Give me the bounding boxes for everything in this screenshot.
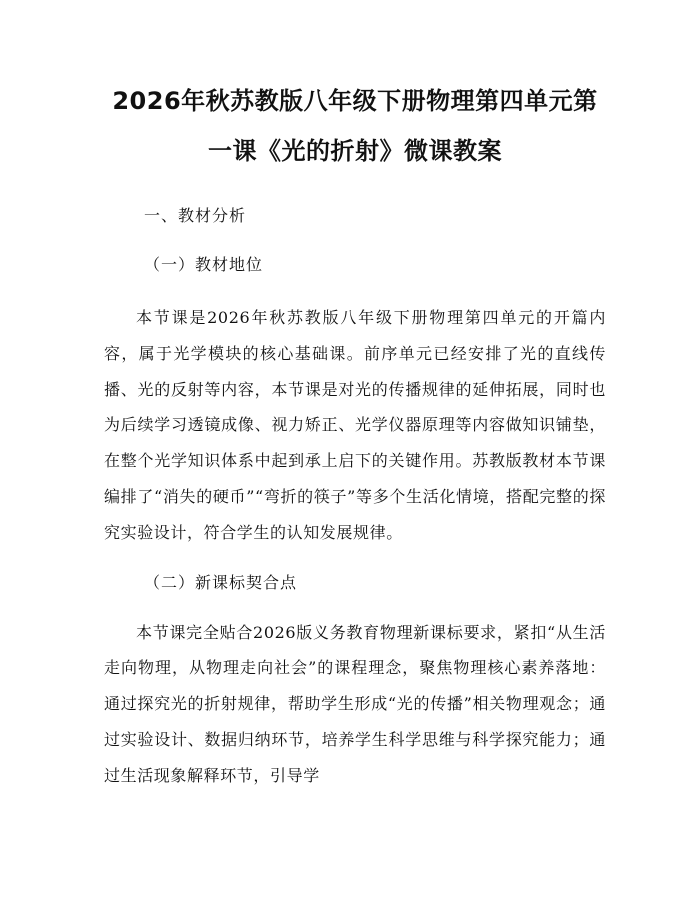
subsection-heading-curriculum-fit: （二）新课标契合点 <box>144 572 298 592</box>
title-line-2: 一课《光的折射》微课教案 <box>208 137 502 165</box>
paragraph-textbook-position: 本节课是2026年秋苏教版八年级下册物理第四单元的开篇内容，属于光学模块的核心基础课。前序单元已经安排了光的直线传播、光的反射等内容，本节课是对光的传播规律的延伸拓展，同时也为后续学习透镜成像、视力矫正、光学仪器原理等内容做知识铺垫，在整个光学知识体系中起到承上启下的关键作用。苏教版教材本节课编排了“消失的硬币”“弯折的筷子”等多个生活化情境，搭配完整的探究实验设计，符合学生的认知发展规律。 <box>104 308 606 542</box>
title-line-1: 2026年秋苏教版八年级下册物理第四单元第 <box>112 87 598 115</box>
paragraph-curriculum-fit: 本节课完全贴合2026版义务教育物理新课标要求，紧扣“从生活走向物理，从物理走向社会”的课程理念，聚焦物理核心素养落地：通过探究光的折射规律，帮助学生形成“光的传播”相关物理观念；通过实验设计、数据归纳环节，培养学生科学思维与科学探究能力；通过生活现象解释环节，引导学 <box>104 622 606 785</box>
subsection-heading-textbook-position: （一）教材地位 <box>144 255 264 274</box>
section-heading-textbook-analysis: 一、教材分析 <box>144 206 247 225</box>
document-title <box>104 0 606 176</box>
